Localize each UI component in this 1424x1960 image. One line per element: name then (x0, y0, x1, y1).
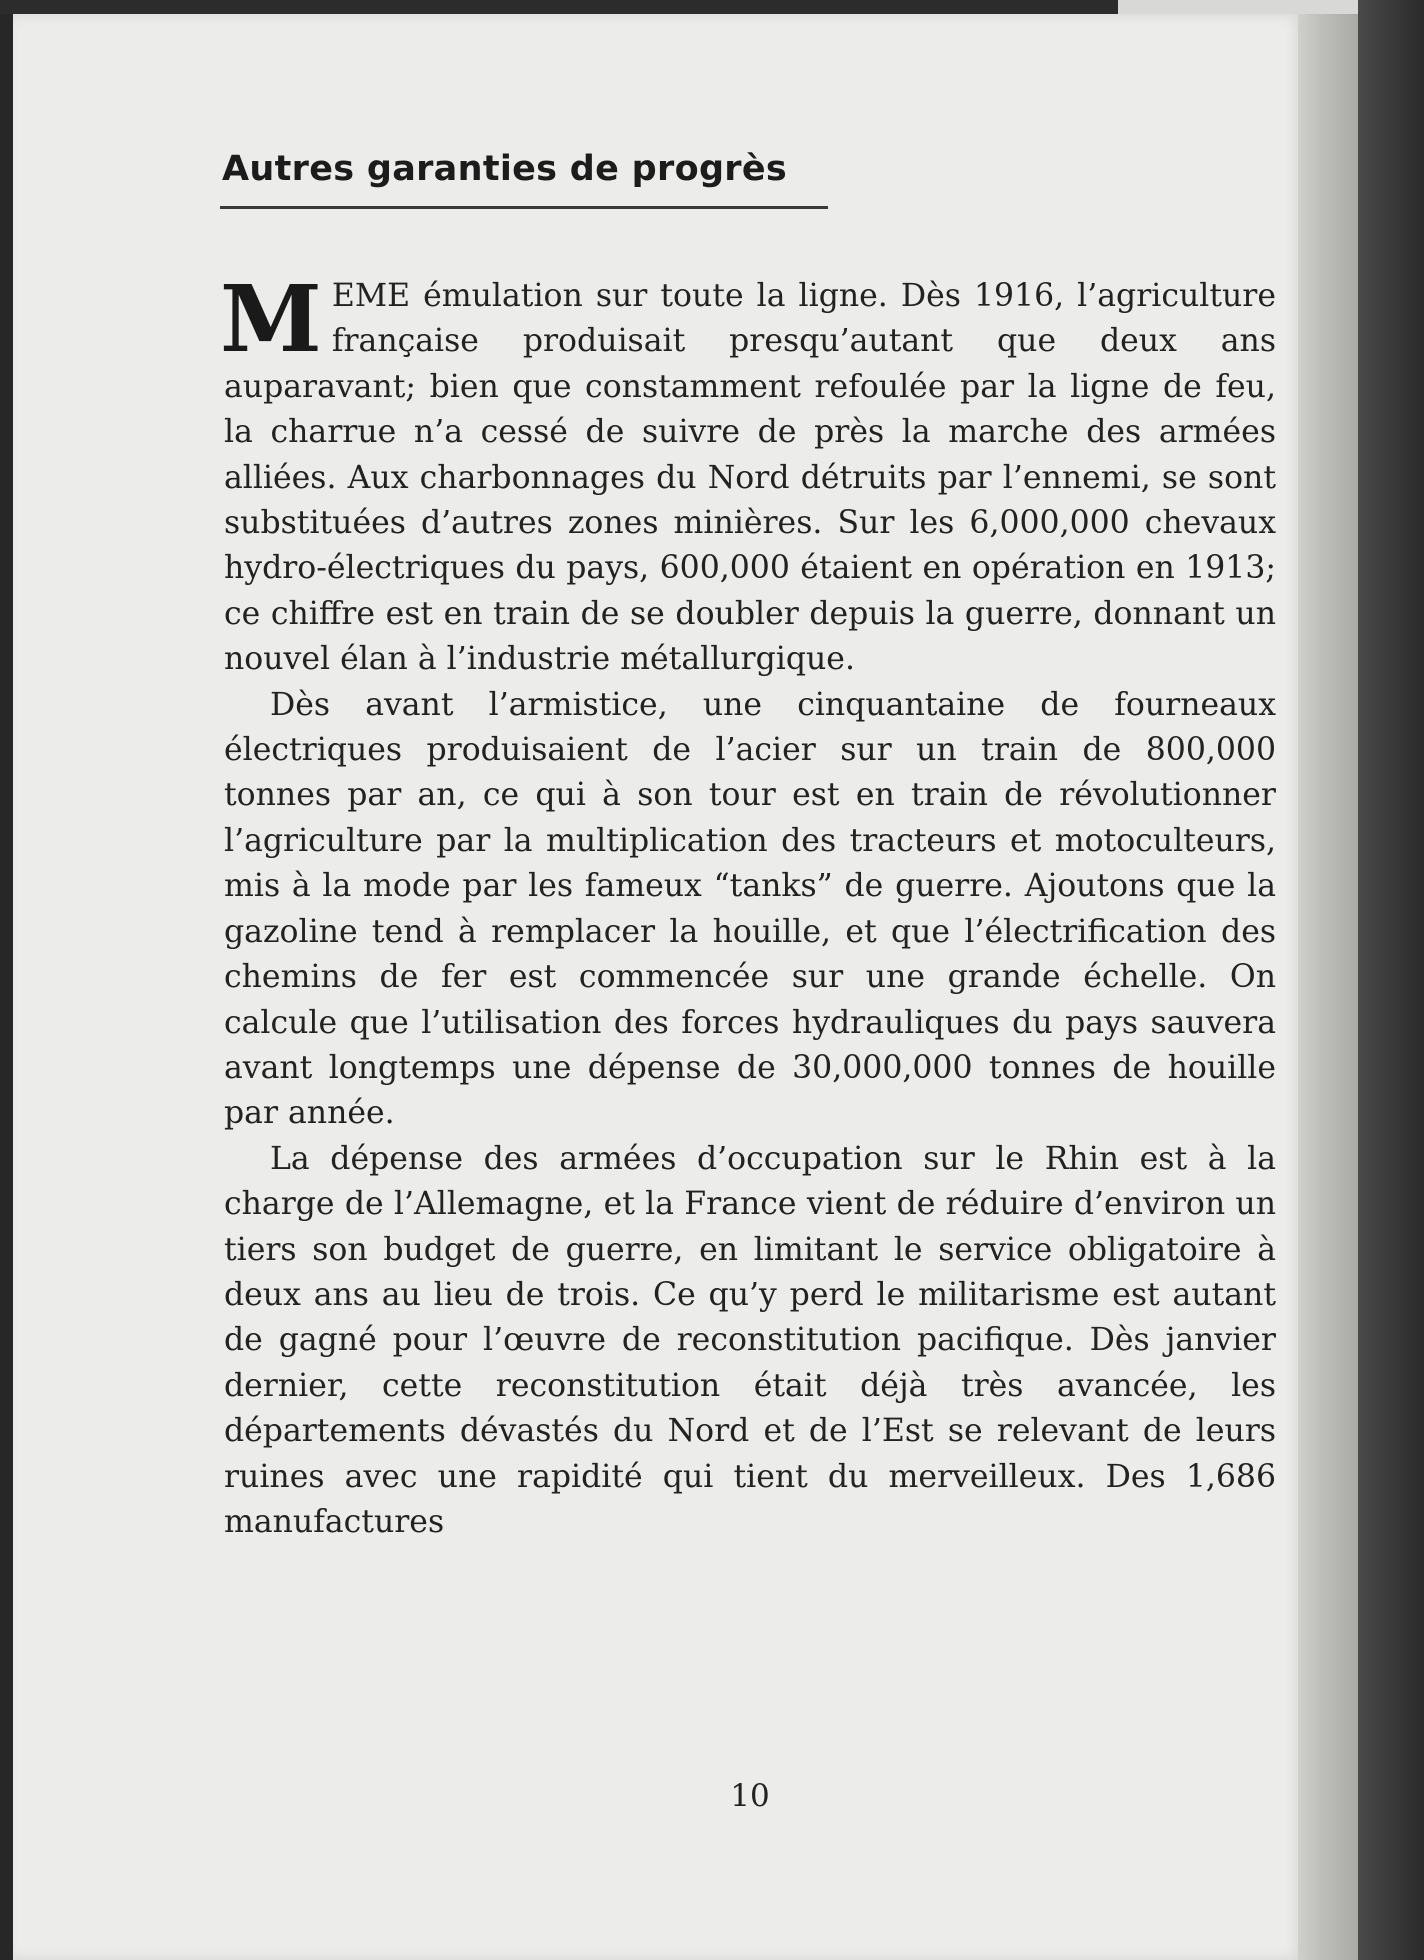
paragraph-1-text: EME émulation sur toute la ligne. Dès 1916, l’agriculture française produisait presqu’autant que deux ans auparavant; bien que constamment refoulée par la ligne de feu, la charrue n’a cessé de suivre de près la marche des armées alliées. Aux charbonnages du Nord détruits par l’ennemi, se sont substituées d’autres zones minières. Sur les 6,000,000 chevaux hydro-électriques du pays, 600,000 étaient en opération en 1913; ce chiffre est en train de se doubler depuis la guerre, donnant un nouvel élan à l’industrie métallurgique. (224, 278, 1276, 678)
top-scan-border (0, 0, 1424, 14)
page-fore-edge (1298, 14, 1358, 1960)
body-text (220, 265, 1276, 1545)
paragraph-3: La dépense des armées d’occupation sur le Rhin est à la charge de l’Allemagne, et la France vient de réduire d’environ un tiers son budget de guerre, en limitant le service obligatoire à deux ans au lieu de trois. Ce qu’y perd le militarisme est autant de gagné pour l’œuvre de reconstitution pacifique. Dès janvier dernier, cette reconstitution était déjà très avancée, les départements dévastés du Nord et de l’Est se relevant de leurs ruines avec une rapidité qui tient du merveilleux. Des 1,686 manufactures (224, 1140, 1276, 1540)
heading-underline (220, 206, 828, 209)
page-number: 10 (730, 1778, 770, 1814)
right-scan-border (1358, 0, 1424, 1960)
section-heading: Autres garanties de progrès (222, 149, 788, 189)
drop-cap: M (220, 265, 322, 373)
paragraph-2: Dès avant l’armistice, une cinquantaine de fourneaux électriques produisaient de l’acier sur un train de 800,000 tonnes par an, ce qui à son tour est en train de révolutionner l’agriculture par la multiplication des tracteurs et motoculteurs, mis à la mode par les fameux “tanks” de guerre. Ajoutons que la gazoline tend à remplacer la houille, et que l’électrification des chemins de fer est commencée sur une grande échelle. On calcule que l’utilisation des forces hydrauliques du pays sauvera avant longtemps une dépense de 30,000,000 tonnes de houille par année. (224, 686, 1276, 1132)
paragraph-1 (220, 265, 1276, 683)
